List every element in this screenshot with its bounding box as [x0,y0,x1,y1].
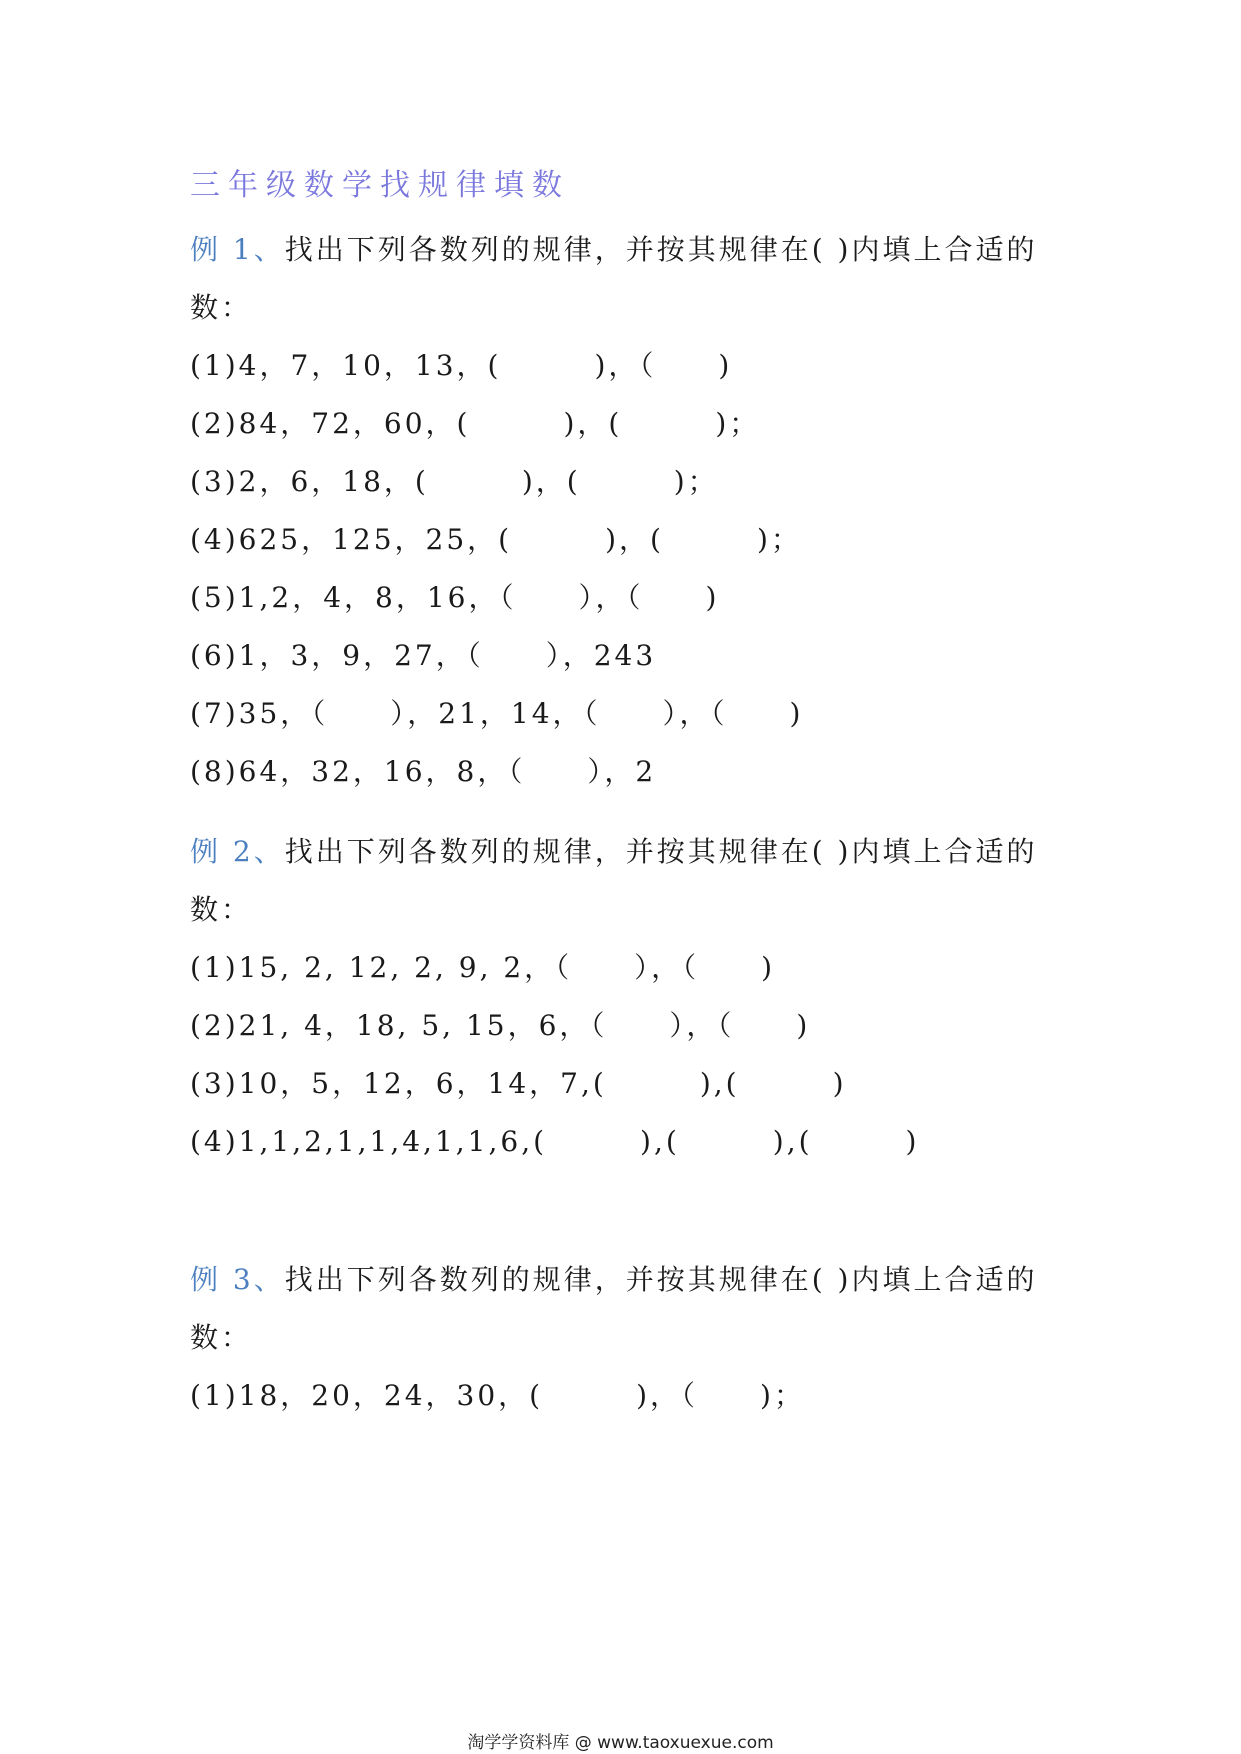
example-2-item-4: (4)1,1,2,1,1,4,1,1,6,( ),( ),( ) [190,1125,920,1158]
example-2-item-2: (2)21, 4，18, 5, 15，6，（ ），（ ) [190,1009,811,1042]
example-2-item-3: (3)10，5，12，6，14，7,( ),( ) [190,1067,847,1100]
example-1-heading [190,228,1037,268]
example-1-item-2: (2)84，72，60，( )，( )； [190,407,761,440]
example-2-instruction-cont: 数： [190,893,253,926]
example-1-item-6: (6)1，3，9，27，（ ），243 [190,639,657,672]
example-2-instruction: 找出下列各数列的规律，并按其规律在( )内填上合适的 [284,835,1038,868]
example-1-item-1: (1)4，7，10，13，( )，（ ) [190,349,733,382]
example-2-item-1: (1)15, 2, 12, 2, 9, 2，（ ），（ ) [190,951,776,984]
example-1-item-5: (5)1,2，4，8，16，（ ），（ ) [190,581,720,614]
example-3-heading [190,1258,1037,1298]
example-3-item-1: (1)18，20，24，30，( )，（ )； [190,1379,805,1412]
example-3-instruction-cont: 数： [190,1321,253,1354]
example-1-instruction: 找出下列各数列的规律，并按其规律在( )内填上合适的 [284,233,1038,266]
example-1-label: 例 1、 [190,233,285,266]
page-footer: 淘学学资料库 @ www.taoxuexue.com [467,1733,774,1753]
example-1-item-3: (3)2，6，18，( )，( )； [190,465,719,498]
example-2-label: 例 2、 [190,835,285,868]
example-3-label: 例 3、 [190,1263,285,1296]
example-1-item-7: (7)35，（ ），21，14，（ ），（ ) [190,697,804,730]
example-2-heading [190,830,1037,870]
example-1-item-4: (4)625，125，25，( )，( )； [190,523,802,556]
example-1-item-8: (8)64，32，16，8，（ ），2 [190,755,657,788]
page-title: 三年级数学找规律填数 [190,168,570,203]
example-3-instruction: 找出下列各数列的规律，并按其规律在( )内填上合适的 [284,1263,1038,1296]
example-1-instruction-cont: 数： [190,291,253,324]
